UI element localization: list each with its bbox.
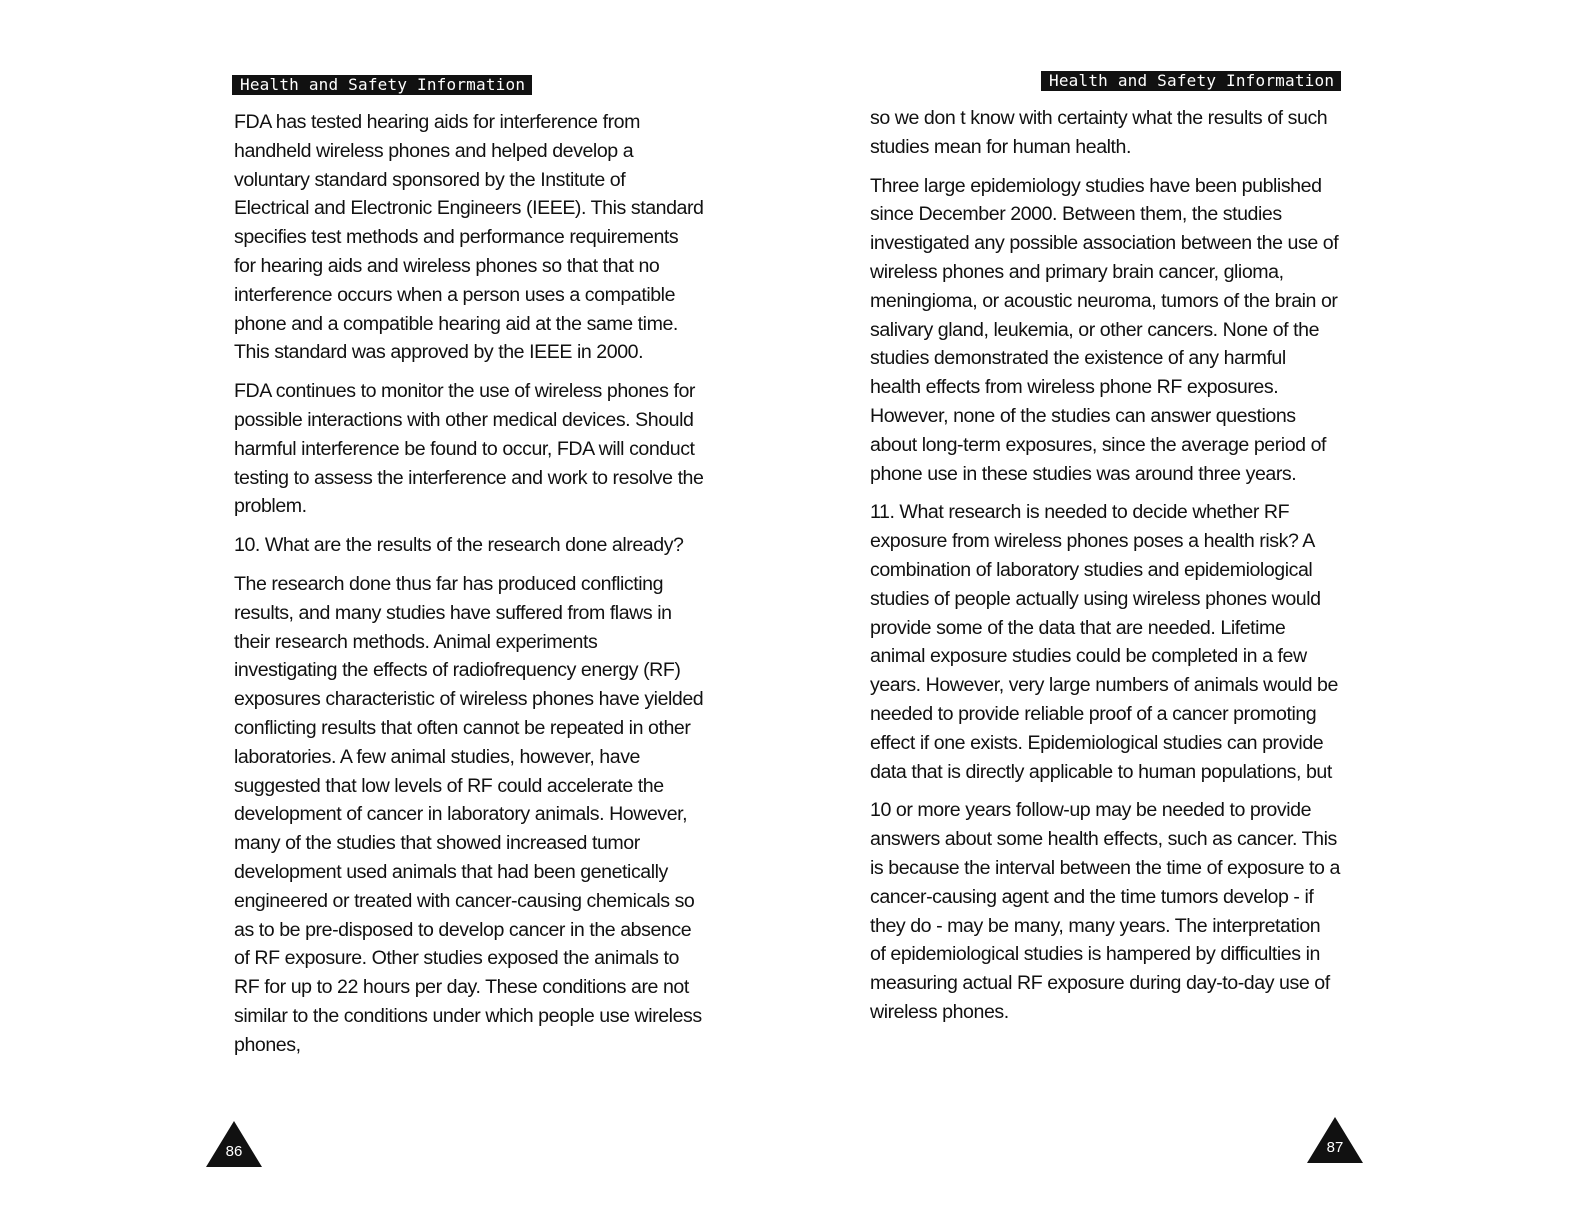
paragraph: Three large epidemiology studies have been published since December 2000. Between them, the studies investigated any possible association between the use of wireless phones and primary brain cancer, glioma, meningioma, or acoustic neuroma, tumors of the brain or salivary gland, leukemia, or other cancers. None of the studies demonstrated the existence of any harmful health effects from wireless phone RF exposures. However, none of the studies can answer questions about long-term exposures, since the average period of phone use in these studies was around three years.: [870, 174, 1339, 485]
right-page: [789, 0, 1578, 1221]
paragraph: FDA has tested hearing aids for interference from handheld wireless phones and helped develop a voluntary standard sponsored by the Institute of Electrical and Electronic Engineers (IEEE). This standard specifies test methods and performance requirements for hearing aids and wireless phones so that that no interference occurs when a person uses a compatible phone and a compatible hearing aid at the same time. This standard was approved by the IEEE in 2000.: [234, 111, 704, 364]
page-number: 86: [225, 1143, 243, 1160]
left-text-column: [234, 108, 704, 1060]
paragraph: 11. What research is needed to decide whether RF exposure from wireless phones poses a health risk? A combination of laboratory studies and epidemiological studies of people actually using wireless phones would provide some of the data that are needed. Lifetime animal exposure studies could be completed in a few years. However, very large numbers of animals would be needed to provide reliable proof of a cancer promoting effect if one exists. Epidemiological studies can provide data that is directly applicable to human populations, but: [870, 501, 1338, 783]
paragraph: The research done thus far has produced conflicting results, and many studies have suffered from flaws in their research methods. Animal experiments investigating the effects of radiofrequency energy (RF) exposures characteristic of wireless phones have yielded conflicting results that often cannot be repeated in other laboratories. A few animal studies, however, have suggested that low levels of RF could accelerate the development of cancer in laboratory animals. However, many of the studies that showed increased tumor development used animals that had been genetically engineered or treated with cancer-causing chemicals so as to be pre-disposed to develop cancer in the absence of RF exposure. Other studies exposed the animals to RF for up to 22 hours per day. These conditions are not similar to the conditions under which people use wireless phones,: [234, 572, 704, 1056]
paragraph: 10 or more years follow-up may be needed to provide answers about some health effects, such as cancer. This is because the interval between the time of exposure to a cancer-causing agent and the time tumors develop - if they do - may be many, many years. The interpretation of epidemiological studies is hampered by difficulties in measuring actual RF exposure during day-to-day use of wireless phones.: [870, 799, 1340, 1023]
paragraph: FDA continues to monitor the use of wireless phones for possible interactions with other medical devices. Should harmful interference be found to occur, FDA will conduct testing to assess the interference and work to resolve the problem.: [234, 380, 704, 518]
section-header: Health and Safety Information: [232, 75, 532, 95]
question-heading: 10. What are the results of the research done already?: [234, 534, 684, 557]
page-number: 87: [1326, 1139, 1344, 1156]
page-number-marker: [206, 1121, 262, 1167]
section-header: Health and Safety Information: [1041, 71, 1341, 91]
right-text-column: [870, 104, 1340, 1027]
paragraph: so we don t know with certainty what the results of such studies mean for human health.: [870, 107, 1328, 158]
page-number-marker: [1307, 1117, 1363, 1163]
